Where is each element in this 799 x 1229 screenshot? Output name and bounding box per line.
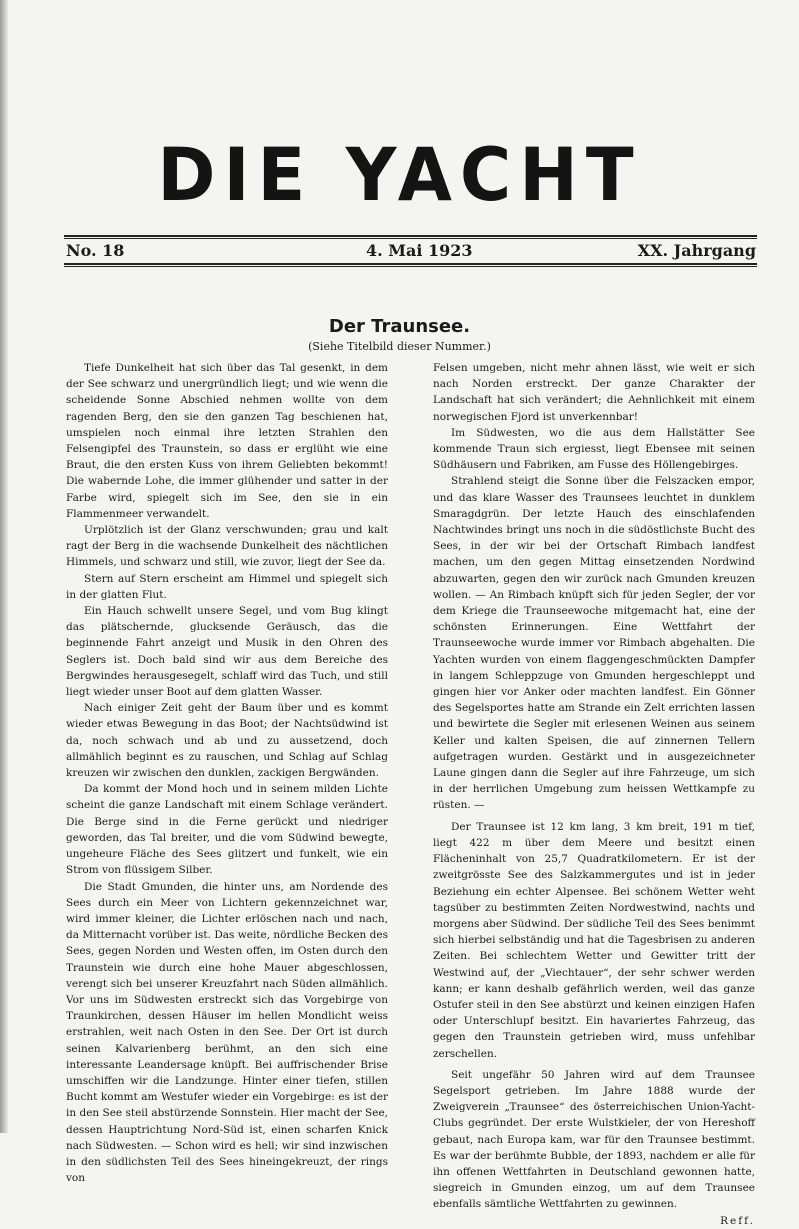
paragraph: Strahlend steigt die Sonne über die Felszacken empor, und das klare Wasser des Traunsees leuchtet in dunklem Smaragdgrün. Der letzte Hauch des einschlafenden Nachtwindes bringt uns noch in die südöstlichste Bucht des Sees, in der wir bei der Ortschaft Rimbach landfest machen, um den gegen Mittag einsetzenden Nordwind abzuwarten, gegen den wir zurück nach Gmunden kreuzen wollen. — An Rimbach knüpft sich für jeden Segler, der vor dem Kriege die Traunseewoche mitgemacht hat, eine der schönsten Erinnerungen. Eine Wettfahrt der Traunseewoche wurde immer vor Rimbach abgehalten. Die Yachten wurden von einem flaggengeschmückten Dampfer in langem Schleppzuge von Gmunden hergeschleppt und gingen hier vor Anker oder machten landfest. Ein Gönner des Segelsportes hatte am Strande ein Zelt errichten lassen und bewirtete die Segler mit erlesenen Weinen aus seinem Keller und kalten Speisen, die auf zinnernen Tellern aufgetragen wurden. Gestärkt und in ausgezeichneter Laune gingen dann die Segler auf ihre Fahrzeuge, um sich in der herrlichen Umgebung zum heissen Wettkampfe zu rüsten. — [433, 475, 755, 812]
paragraph: Seit ungefähr 50 Jahren wird auf dem Traunsee Segelsport getrieben. Im Jahre 1888 wurde der Zweigverein „Traunsee“ des österreichischen Union-Yacht-Clubs gegründet. Der erste Wulstkieler, der von Hereshoff gebaut, nach Europa kam, war für den Traunsee bestimmt. Es war der berühmte Bubble, der 1893, nachdem er alle für ihn offenen Wettfahrten in Deutschland gewonnen hatte, siegreich in Gmunden einzog, um auf dem Traunsee ebenfalls sämtliche Wettfahrten zu gewinnen. [433, 1068, 755, 1211]
top-rule-thin [64, 238, 757, 239]
issue-bar [66, 241, 756, 263]
paragraph: Nach einiger Zeit geht der Baum über und es kommt wieder etwas Bewegung in das Boot; der Nachtsüdwind ist da, noch schwach und ab und zu aussetzend, doch allmählich beginnt es zu rauschen, und Schlag auf Schlag kreuzen wir zwischen den dunklen, zackigen Bergwänden. [66, 702, 388, 780]
top-rule [64, 235, 757, 237]
paragraph: Die Stadt Gmunden, die hinter uns, am Nordende des Sees durch ein Meer von Lichtern gekennzeichnet war, wird immer kleiner, die Lichter erlöschen nach und nach, da Mitternacht vorüber ist. Das weite, nördliche Becken des Sees, gegen Norden und Westen offen, im Osten durch den Traunstein wie durch eine hohe Mauer abgeschlossen, verengt sich bei unserer Kreuzfahrt nach Süden allmählich. Vor uns im Südwesten erstreckt sich das Vorgebirge von Traunkirchen, dessen Häuser im hellen Mondlicht weiss erstrahlen, weit nach Osten in den See. Der Ort ist durch seinen Kalvarienberg berühmt, an den sich eine interessante Leandersage knüpft. Bei auffrischender Brise umschiffen wir die Landzunge. Hinter einer tiefen, stillen Bucht kommt am Westufer wieder ein Vorgebirge: es ist der in den See steil abstürzende Sonnstein. Hier macht der See, dessen Hauptrichtung Nord-Süd ist, einen scharfen Knick nach Südwesten. — Schon wird es hell; wir sind inzwischen in den südlichsten Teil des Sees hineingekreuzt, der rings von [66, 880, 388, 1185]
bottom-rule-thin [64, 266, 757, 267]
article-signature: Reff. [720, 1214, 755, 1227]
article-title: Der Traunsee. [328, 316, 471, 337]
article-column-right [433, 360, 755, 1229]
paragraph: Felsen umgeben, nicht mehr ahnen lässt, wie weit er sich nach Norden erstreckt. Der ganze Charakter der Landschaft hat sich verändert; die Aehnlichkeit mit einem norwegischen Fjord ist unverkennbar! [433, 362, 755, 423]
masthead-title: DIE YACHT [157, 131, 642, 219]
paragraph: Da kommt der Mond hoch und in seinem milden Lichte scheint die ganze Landschaft mit einem Schlage verändert. Die Berge sind in die Ferne gerückt und niedriger geworden, das Tal breiter, und die vom Südwind bewegte, ungeheure Fläche des Sees glitzert und funkelt, wie ein Strom von flüssigem Silber. [66, 783, 388, 877]
issue-date: 4. Mai 1923 [366, 241, 473, 260]
issue-volume: XX. Jahrgang [637, 241, 756, 260]
paragraph: Urplötzlich ist der Glanz verschwunden; grau und kalt ragt der Berg in die wachsende Dunkelheit des nächtlichen Himmels, und schwarz und still, wie zuvor, liegt der See da. [66, 524, 388, 569]
paragraph: Stern auf Stern erscheint am Himmel und spiegelt sich in der glatten Flut. [66, 572, 388, 601]
issue-number: No. 18 [66, 241, 125, 260]
bottom-rule [64, 263, 757, 265]
paragraph: Tiefe Dunkelheit hat sich über das Tal gesenkt, in dem der See schwarz und unergründlich liegt; und wie wenn die scheidende Sonne Abschied nehmen wollte von dem ragenden Berg, den sie den ganzen Tag beschienen hat, umspielen noch einmal ihre letzten Strahlen den Felsengipfel des Traunstein, so dass er erglüht wie eine Braut, die den ersten Kuss von ihrem Geliebten bekommt! Die wabernde Lohe, die immer glühender und satter in der Farbe wird, spiegelt sich im See, den sie in ein Flammenmeer verwandelt. [66, 362, 388, 520]
article-column-left [66, 360, 388, 1186]
paragraph: Ein Hauch schwellt unsere Segel, und vom Bug klingt das plätschernde, glucksende Geräusch, das die beginnende Fahrt anzeigt und Musik in den Ohren des Seglers ist. Doch bald sind wir aus dem Bereiche des Bergwindes herausgesegelt, schlaff wird das Tuch, und still liegt wieder unser Boot auf dem glatten Wasser. [66, 605, 388, 699]
paragraph: Der Traunsee ist 12 km lang, 3 km breit, 191 m tief, liegt 422 m über dem Meere und besitzt einen Flächeninhalt von 25,7 Quadratkilometern. Er ist der zweitgrösste See des Salzkammergutes und ist in jeder Beziehung ein echter Alpensee. Bei schönem Wetter weht tagsüber zu bestimmten Zeiten Nordwestwind, nachts und morgens aber Südwind. Der südliche Teil des Sees benimmt sich hierbei selbständig und hat die Tagesbrisen zu anderen Zeiten. Bei schlechtem Wetter und Gewitter tritt der Westwind auf, der „Viechtauer“, der sehr schwer werden kann; er kann deshalb gefährlich werden, weil das ganze Ostufer steil in den See abstürzt und keinen einzigen Hafen oder Unterschlupf besitzt. Ein havariertes Fahrzeug, das gegen den Traunstein getrieben wird, muss unfehlbar zerschellen. [433, 820, 755, 1060]
paragraph: Im Südwesten, wo die aus dem Hallstätter See kommende Traun sich ergiesst, liegt Ebensee mit seinen Südhäusern und Fabriken, am Fusse des Höllengebirges. [433, 426, 755, 472]
article-subtitle: (Siehe Titelbild dieser Nummer.) [308, 340, 491, 353]
